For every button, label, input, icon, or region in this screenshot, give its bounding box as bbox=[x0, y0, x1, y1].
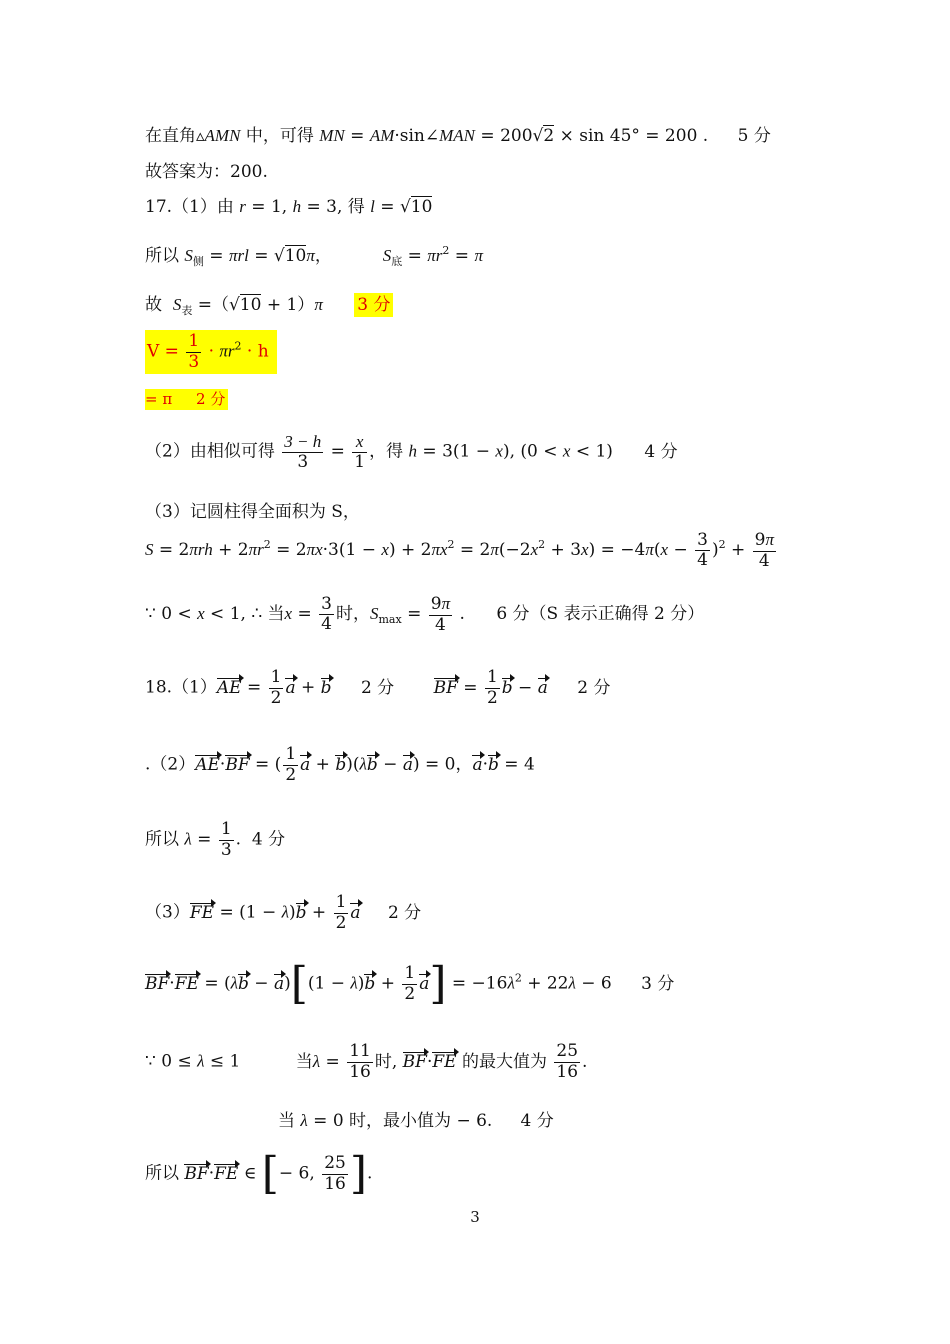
q18-lambda: 所以 λ = $\frac{1}{3}$ . 4 分 bbox=[145, 819, 286, 860]
q18-min: 当 λ = 0 时，最小值为 − 6. 4 分 bbox=[278, 1111, 554, 1131]
q17-area-expression: $S = 2\pi rh + 2\pi r^2 = 2\pi x\cdot 3(1 - x) + 2\pi x^2 = 2\pi(-2x^2 + 3x) = -4\pi(x$ − $\frac{3}{4}$ )$^2$ + $\frac{9\pi}{4}$ bbox=[145, 529, 774, 571]
q18-max: ∵ 0 ≤ λ ≤ 1 当λ = $\frac{11}{16}$ 时, BF·FE 的最大值为 $\frac{25}{16}$ . bbox=[145, 1041, 588, 1082]
q18-range: 所以 BF·FE ∈ [− 6, $\frac{25}{16}$ ]. bbox=[145, 1148, 373, 1199]
page-number: 3 bbox=[470, 1208, 480, 1226]
q17-volume-formula: V = $\frac{1}{3}$ · $\pi r^2 \cdot h$ bbox=[145, 330, 277, 374]
q17-part1: 17.（1）由 r = 1, h = 3, 得 l = √10 bbox=[145, 197, 433, 217]
q17-part3: （3）记圆柱得全面积为 S， bbox=[145, 502, 360, 522]
q17-volume-result: = π 2 分 bbox=[145, 389, 228, 410]
score-4a: 4 分 bbox=[644, 441, 678, 462]
q17-part2: （2）由相似可得 $\frac{3 - h}{3}$ = $\frac{x}{1}$ ，得 h = 3(1 − x), (0 < x < 1) 4 分 bbox=[145, 432, 678, 472]
score-6: 6 分（S 表示正确得 2 分） bbox=[496, 604, 705, 625]
score-3-highlight: 3 分 bbox=[354, 293, 393, 317]
q18-product: BF·FE = (λb − a)[(1 − λ)b + $\frac{1}{2}$ $a] = -16\lambda^2 + 22\lambda - 6$ 3 分 bbox=[145, 958, 675, 1009]
q17-side-area: 所以 $S_侧 = \pi rl = √10\pi$， $S_底 = \pi r^2 = \pi$ bbox=[145, 244, 483, 268]
q18-part1: 18.（1）AE = $\frac{1}{2}$ a + b 2 分 BF = $\frac{1}{2}$ b − a 2 分 bbox=[145, 667, 611, 708]
q18-part3: （3）FE = (1 − λ)b + $\frac{1}{2}$ a 2 分 bbox=[145, 892, 422, 933]
score-5: 5 分 bbox=[737, 126, 771, 146]
q17-max: ∵ 0 < x < 1, ∴ 当x = $\frac{3}{4}$ 时，$S_{max}$ = $\frac{9\pi}{4}$ . 6 分（S 表示正确得 2 分） bbox=[145, 593, 705, 635]
line-mn-calc: 在直角▵AMN 中，可得 MN = AM·sin∠MAN = 200√2 × sin 45° = 200 . 5 分 bbox=[145, 126, 771, 146]
q18-part2: .（2）AE·BF = ( $\frac{1}{2}$ a + b)(λb − a) = 0，a·b = 4 bbox=[145, 744, 535, 785]
q17-total-area: 故 $S_表 =(√10 + 1)\pi$ 3 分 bbox=[145, 294, 393, 318]
answer-line: 故答案为：200. bbox=[145, 162, 268, 182]
